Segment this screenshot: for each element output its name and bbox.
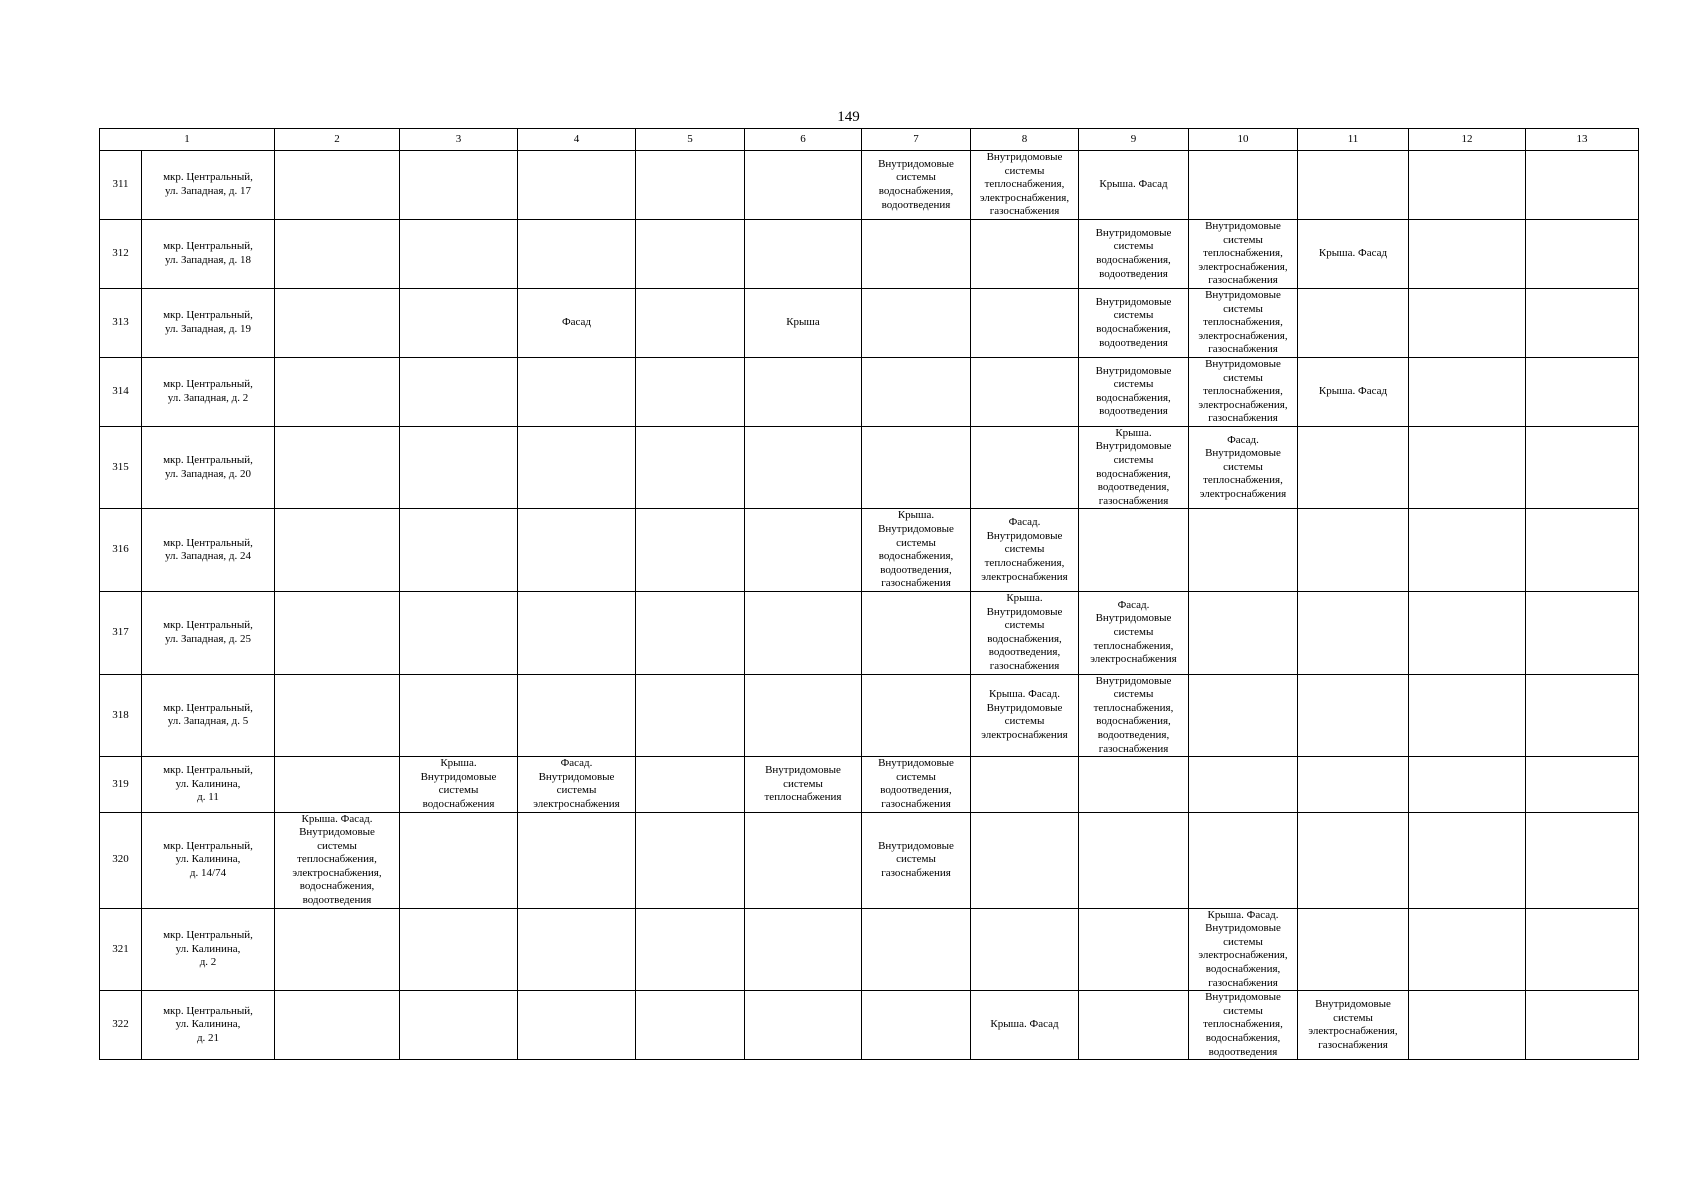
work-cell-col-2 [275, 757, 400, 812]
address-cell: мкр. Центральный, ул. Западная, д. 24 [142, 509, 275, 592]
row-number-cell: 314 [100, 357, 142, 426]
row-number-cell: 313 [100, 288, 142, 357]
work-cell-col-8 [971, 219, 1079, 288]
row-number-cell: 311 [100, 151, 142, 220]
work-cell-col-10 [1189, 812, 1298, 908]
work-cell-col-5 [636, 219, 745, 288]
row-number-cell: 317 [100, 592, 142, 675]
work-cell-col-6 [745, 674, 862, 757]
column-number-row [100, 129, 1639, 151]
column-number: 11 [1298, 129, 1409, 151]
work-cell-col-2 [275, 151, 400, 220]
work-cell-col-9: Внутридомовые системы теплоснабжения, водоснабжения, водоотведения, газоснабжения [1079, 674, 1189, 757]
work-cell-col-4 [518, 509, 636, 592]
work-cell-col-2 [275, 426, 400, 509]
work-cell-col-4 [518, 219, 636, 288]
work-cell-col-8 [971, 357, 1079, 426]
address-cell: мкр. Центральный, ул. Калинина, д. 11 [142, 757, 275, 812]
table-row [100, 908, 1639, 991]
work-cell-col-6 [745, 991, 862, 1060]
work-cell-col-13 [1526, 812, 1639, 908]
column-number: 10 [1189, 129, 1298, 151]
work-cell-col-12 [1409, 426, 1526, 509]
address-cell: мкр. Центральный, ул. Западная, д. 17 [142, 151, 275, 220]
page-number: 149 [837, 109, 860, 125]
work-cell-col-3 [400, 151, 518, 220]
work-cell-col-10: Фасад. Внутридомовые системы теплоснабжения, электроснабжения [1189, 426, 1298, 509]
row-number-cell: 322 [100, 991, 142, 1060]
work-cell-col-10: Внутридомовые системы теплоснабжения, электроснабжения, газоснабжения [1189, 288, 1298, 357]
table-row [100, 592, 1639, 675]
work-cell-col-3 [400, 674, 518, 757]
work-cell-col-9: Внутридомовые системы водоснабжения, водоотведения [1079, 219, 1189, 288]
work-cell-col-4 [518, 812, 636, 908]
work-cell-col-2 [275, 908, 400, 991]
work-cell-col-11: Внутридомовые системы электроснабжения, газоснабжения [1298, 991, 1409, 1060]
address-cell: мкр. Центральный, ул. Калинина, д. 2 [142, 908, 275, 991]
work-cell-col-13 [1526, 991, 1639, 1060]
address-cell: мкр. Центральный, ул. Западная, д. 18 [142, 219, 275, 288]
work-cell-col-4 [518, 151, 636, 220]
work-cell-col-2 [275, 991, 400, 1060]
work-cell-col-3 [400, 509, 518, 592]
work-cell-col-7 [862, 426, 971, 509]
work-cell-col-12 [1409, 674, 1526, 757]
work-cell-col-2 [275, 674, 400, 757]
work-cell-col-7 [862, 219, 971, 288]
row-number-cell: 316 [100, 509, 142, 592]
work-cell-col-6 [745, 426, 862, 509]
row-number-cell: 312 [100, 219, 142, 288]
work-cell-col-11 [1298, 426, 1409, 509]
work-cell-col-9 [1079, 812, 1189, 908]
work-cell-col-11 [1298, 757, 1409, 812]
work-cell-col-6 [745, 592, 862, 675]
work-cell-col-3 [400, 908, 518, 991]
work-cell-col-9: Крыша. Внутридомовые системы водоснабжения, водоотведения, газоснабжения [1079, 426, 1189, 509]
column-number: 12 [1409, 129, 1526, 151]
work-cell-col-10 [1189, 592, 1298, 675]
work-cell-col-3 [400, 812, 518, 908]
work-cell-col-11 [1298, 509, 1409, 592]
work-cell-col-8 [971, 812, 1079, 908]
work-cell-col-7 [862, 908, 971, 991]
work-cell-col-6 [745, 357, 862, 426]
work-cell-col-6 [745, 908, 862, 991]
work-cell-col-7 [862, 674, 971, 757]
address-cell: мкр. Центральный, ул. Калинина, д. 21 [142, 991, 275, 1060]
table-row [100, 509, 1639, 592]
work-cell-col-5 [636, 151, 745, 220]
work-cell-col-3: Крыша. Внутридомовые системы водоснабжения [400, 757, 518, 812]
work-cell-col-13 [1526, 357, 1639, 426]
work-cell-col-6 [745, 509, 862, 592]
work-cell-col-11: Крыша. Фасад [1298, 219, 1409, 288]
work-cell-col-4 [518, 357, 636, 426]
work-cell-col-9 [1079, 509, 1189, 592]
work-cell-col-7: Крыша. Внутридомовые системы водоснабжения, водоотведения, газоснабжения [862, 509, 971, 592]
work-cell-col-2: Крыша. Фасад. Внутридомовые системы теплоснабжения, электроснабжения, водоснабжения, водоотведения [275, 812, 400, 908]
row-number-cell: 320 [100, 812, 142, 908]
column-number: 6 [745, 129, 862, 151]
work-cell-col-4 [518, 592, 636, 675]
address-cell: мкр. Центральный, ул. Западная, д. 25 [142, 592, 275, 675]
row-number-cell: 319 [100, 757, 142, 812]
work-cell-col-13 [1526, 674, 1639, 757]
work-cell-col-12 [1409, 357, 1526, 426]
repair-schedule-table [99, 128, 1639, 1060]
work-cell-col-11 [1298, 151, 1409, 220]
work-cell-col-10 [1189, 151, 1298, 220]
work-cell-col-7 [862, 592, 971, 675]
work-cell-col-10 [1189, 674, 1298, 757]
table-row [100, 812, 1639, 908]
work-cell-col-7 [862, 991, 971, 1060]
work-cell-col-2 [275, 592, 400, 675]
column-number: 13 [1526, 129, 1639, 151]
column-number: 2 [275, 129, 400, 151]
column-number: 7 [862, 129, 971, 151]
table-row [100, 757, 1639, 812]
work-cell-col-12 [1409, 151, 1526, 220]
work-cell-col-5 [636, 991, 745, 1060]
work-cell-col-4: Фасад [518, 288, 636, 357]
work-cell-col-12 [1409, 219, 1526, 288]
work-cell-col-9: Фасад. Внутридомовые системы теплоснабжения, электроснабжения [1079, 592, 1189, 675]
column-number: 5 [636, 129, 745, 151]
work-cell-col-7: Внутридомовые системы газоснабжения [862, 812, 971, 908]
work-cell-col-8 [971, 757, 1079, 812]
work-cell-col-5 [636, 426, 745, 509]
work-cell-col-5 [636, 674, 745, 757]
work-cell-col-10 [1189, 757, 1298, 812]
work-cell-col-9: Крыша. Фасад [1079, 151, 1189, 220]
work-cell-col-10 [1189, 509, 1298, 592]
work-cell-col-3 [400, 426, 518, 509]
work-cell-col-12 [1409, 908, 1526, 991]
work-cell-col-3 [400, 357, 518, 426]
work-cell-col-12 [1409, 757, 1526, 812]
work-cell-col-12 [1409, 812, 1526, 908]
work-cell-col-4 [518, 991, 636, 1060]
work-cell-col-3 [400, 991, 518, 1060]
table-row [100, 288, 1639, 357]
work-cell-col-11 [1298, 908, 1409, 991]
work-cell-col-9 [1079, 908, 1189, 991]
work-cell-col-7: Внутридомовые системы водоотведения, газоснабжения [862, 757, 971, 812]
address-cell: мкр. Центральный, ул. Западная, д. 2 [142, 357, 275, 426]
column-number: 1 [100, 129, 275, 151]
work-cell-col-5 [636, 592, 745, 675]
column-number: 3 [400, 129, 518, 151]
row-number-cell: 321 [100, 908, 142, 991]
work-cell-col-11 [1298, 674, 1409, 757]
work-cell-col-12 [1409, 991, 1526, 1060]
table-row [100, 426, 1639, 509]
table-row [100, 219, 1639, 288]
column-number: 4 [518, 129, 636, 151]
work-cell-col-5 [636, 288, 745, 357]
work-cell-col-5 [636, 757, 745, 812]
work-cell-col-2 [275, 219, 400, 288]
work-cell-col-4: Фасад. Внутридомовые системы электроснабжения [518, 757, 636, 812]
work-cell-col-13 [1526, 288, 1639, 357]
table-row [100, 674, 1639, 757]
work-cell-col-8: Крыша. Внутридомовые системы водоснабжения, водоотведения, газоснабжения [971, 592, 1079, 675]
work-cell-col-3 [400, 288, 518, 357]
work-cell-col-6 [745, 151, 862, 220]
work-cell-col-10: Внутридомовые системы теплоснабжения, водоснабжения, водоотведения [1189, 991, 1298, 1060]
work-cell-col-10: Крыша. Фасад. Внутридомовые системы электроснабжения, водоснабжения, газоснабжения [1189, 908, 1298, 991]
work-cell-col-13 [1526, 151, 1639, 220]
work-cell-col-11: Крыша. Фасад [1298, 357, 1409, 426]
work-cell-col-3 [400, 592, 518, 675]
work-cell-col-8: Фасад. Внутридомовые системы теплоснабжения, электроснабжения [971, 509, 1079, 592]
work-cell-col-8 [971, 426, 1079, 509]
table-row [100, 991, 1639, 1060]
work-cell-col-9: Внутридомовые системы водоснабжения, водоотведения [1079, 288, 1189, 357]
work-cell-col-13 [1526, 219, 1639, 288]
row-number-cell: 315 [100, 426, 142, 509]
work-cell-col-12 [1409, 288, 1526, 357]
work-cell-col-8: Крыша. Фасад [971, 991, 1079, 1060]
work-cell-col-13 [1526, 908, 1639, 991]
work-cell-col-8 [971, 288, 1079, 357]
work-cell-col-6: Внутридомовые системы теплоснабжения [745, 757, 862, 812]
work-cell-col-4 [518, 426, 636, 509]
column-number: 8 [971, 129, 1079, 151]
work-cell-col-13 [1526, 509, 1639, 592]
work-cell-col-2 [275, 509, 400, 592]
work-cell-col-9: Внутридомовые системы водоснабжения, водоотведения [1079, 357, 1189, 426]
work-cell-col-7 [862, 288, 971, 357]
address-cell: мкр. Центральный, ул. Калинина, д. 14/74 [142, 812, 275, 908]
work-cell-col-5 [636, 908, 745, 991]
work-cell-col-11 [1298, 812, 1409, 908]
row-number-cell: 318 [100, 674, 142, 757]
table-row [100, 357, 1639, 426]
work-cell-col-9 [1079, 757, 1189, 812]
address-cell: мкр. Центральный, ул. Западная, д. 19 [142, 288, 275, 357]
work-cell-col-8 [971, 908, 1079, 991]
work-cell-col-13 [1526, 592, 1639, 675]
work-cell-col-4 [518, 674, 636, 757]
address-cell: мкр. Центральный, ул. Западная, д. 20 [142, 426, 275, 509]
work-cell-col-10: Внутридомовые системы теплоснабжения, электроснабжения, газоснабжения [1189, 357, 1298, 426]
work-cell-col-13 [1526, 757, 1639, 812]
work-cell-col-7 [862, 357, 971, 426]
table-row [100, 151, 1639, 220]
address-cell: мкр. Центральный, ул. Западная, д. 5 [142, 674, 275, 757]
work-cell-col-4 [518, 908, 636, 991]
work-cell-col-7: Внутридомовые системы водоснабжения, водоотведения [862, 151, 971, 220]
work-cell-col-2 [275, 288, 400, 357]
work-cell-col-5 [636, 357, 745, 426]
work-cell-col-8: Крыша. Фасад. Внутридомовые системы электроснабжения [971, 674, 1079, 757]
work-cell-col-8: Внутридомовые системы теплоснабжения, электроснабжения, газоснабжения [971, 151, 1079, 220]
work-cell-col-5 [636, 812, 745, 908]
work-cell-col-11 [1298, 288, 1409, 357]
column-number: 9 [1079, 129, 1189, 151]
work-cell-col-6 [745, 812, 862, 908]
work-cell-col-10: Внутридомовые системы теплоснабжения, электроснабжения, газоснабжения [1189, 219, 1298, 288]
work-cell-col-3 [400, 219, 518, 288]
work-cell-col-12 [1409, 592, 1526, 675]
work-cell-col-9 [1079, 991, 1189, 1060]
work-cell-col-13 [1526, 426, 1639, 509]
work-cell-col-5 [636, 509, 745, 592]
work-cell-col-6 [745, 219, 862, 288]
work-cell-col-2 [275, 357, 400, 426]
work-cell-col-11 [1298, 592, 1409, 675]
work-cell-col-6: Крыша [745, 288, 862, 357]
work-cell-col-12 [1409, 509, 1526, 592]
table-body [100, 129, 1639, 1060]
